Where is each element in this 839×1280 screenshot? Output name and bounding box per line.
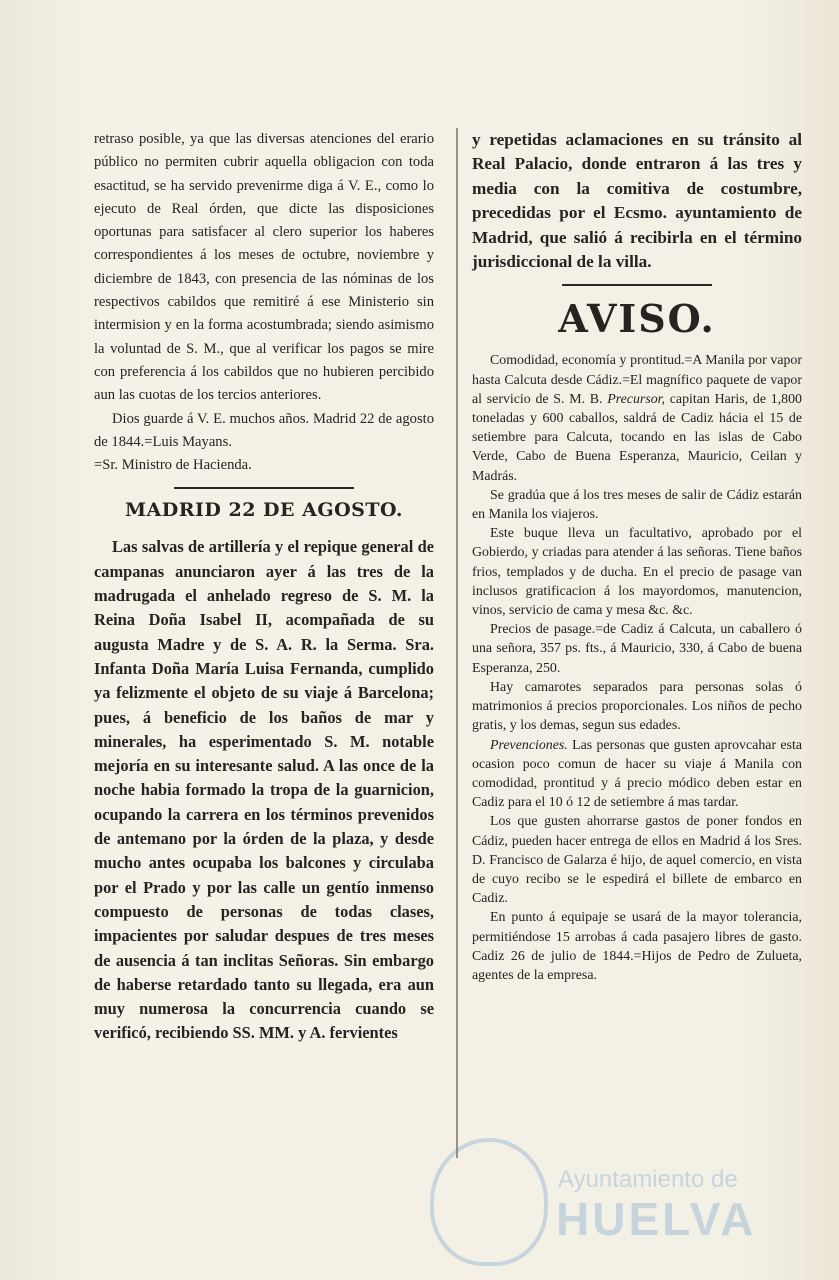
section-rule <box>174 487 354 489</box>
watermark-line-2: HUELVA <box>556 1193 757 1245</box>
column-divider <box>456 128 458 1158</box>
aviso-paragraph-7: Los que gusten ahorrarse gastos de poner fondos en Cádiz, pueden hacer entrega de ellos en Madrid á los Sres. D. Francisco de Galarza é hijo, de aquel comercio, en vista de cuyo recibo se le espedirá el billete de embarco en Cadiz. <box>472 814 802 907</box>
city-seal-icon <box>430 1138 548 1266</box>
prevenciones-label: Prevenciones. <box>490 737 568 753</box>
decree-addressee: =Sr. Ministro de Hacienda. <box>94 457 252 474</box>
section-rule <box>562 284 712 286</box>
aviso-paragraph-2: Se gradúa que á los tres meses de salir de Cádiz estarán en Manila los viajeros. <box>472 487 802 523</box>
ship-name: Precursor, <box>607 391 666 407</box>
decree-continuation: retraso posible, ya que las diversas atenciones del erario público no permiten cubrir aquella obligacion con toda esactitud, se ha servido prevenirme diga á V. E., como lo ejecuto de Real órden, que dicte las disposiciones oportunas para satisfacer al clero superior los haberes correspondientes á los meses de octubre, noviembre y diciembre de 1843, con presencia de las nóminas de los respectivos cabildos que remitiré á ese Ministerio sin intermision y en la forma acostumbrada; siendo asimismo la voluntad de S. M., que al verificar los pagos se mire con preferencia á los cabildos que no hubieren percibido aun las cuotas de los tercios anteriores. <box>94 131 434 404</box>
aviso-p1-end: capitan Haris, de 1,800 toneladas y 600 caballos, saldrá de Cadiz hácia el 15 de setiembre para Calcuta, tocando en las islas de Cabo Verde, Cabo de Buena Esperanza, Mauricio, Ceilan y Madrás. <box>472 391 802 484</box>
madrid-heading: MADRID 22 DE AGOSTO. <box>124 499 404 522</box>
right-column <box>472 128 802 985</box>
prevenciones-text: Las personas que gusten aprovcahar esta ocasion poco comun de hacer su viaje á Manila con comodidad, prontitud y á precio módico deben estar en Cadiz para el 10 ó 12 de setiembre á mas tardar. <box>472 737 802 811</box>
archive-watermark <box>430 1128 790 1268</box>
watermark-line-1: Ayuntamiento de <box>558 1166 738 1193</box>
left-column <box>94 128 434 1046</box>
royal-return-continuation: y repetidas aclamaciones en su tránsito al Real Palacio, donde entraron á las tres y media con la comitiva de costumbre, precedidas por el Ecsmo. ayuntamiento de Madrid, que salió á recibirla en el término jurisdiccional de la villa. <box>472 130 802 272</box>
aviso-paragraph-3: Este buque lleva un facultativo, aprobado por el Gobierdo, y criadas para atender á las señoras. Tiene baños frios, templados y de ducha. En el precio de pasage van inclusos gratificacion á los mayordomos, manutencion, vinos, servicio de cama y mesa &c. &c. <box>472 526 802 619</box>
aviso-paragraph-6 <box>472 736 802 813</box>
aviso-paragraph-1 <box>472 351 802 485</box>
aviso-heading: AVISO. <box>558 296 716 342</box>
aviso-p1-start: Comodidad, economía y prontitud.=A Manila por vapor hasta Calcuta desde Cádiz.=El magnífico paquete de vapor al servicio de S. M. B. <box>472 353 802 407</box>
aviso-paragraph-8: En punto á equipaje se usará de la mayor tolerancia, permitiéndose 15 arrobas á cada pasajero libres de gasto. Cadiz 26 de julio de 1844.=Hijos de Pedro de Zulueta, agentes de la empresa. <box>472 910 802 983</box>
royal-return-article: Las salvas de artillería y el repique general de campanas anunciaron ayer á las tres de la madrugada el anhelado regreso de S. M. la Reina Doña Isabel II, acompañada de su augusta Madre y de S. A. R. la Serma. Sra. Infanta Doña María Luisa Fernanda, cumplido ya felizmente el objeto de su viaje á Barcelona; pues, á beneficio de los baños de mar y minerales, ha esperimentado S. M. notable mejoría en su interesante salud. A las once de la noche habia formado la tropa de la guarnicion, ocupando la carrera en los términos prevenidos de antemano por la órden de la plaza, y desde mucho antes ocupaba los balcones y circulaba por el Prado y por las calle un gentío inmenso compuesto de personas de todas clases, impacientes por saludar despues de tres meses de ausencia á tan inclitas Señoras. Sin embargo de haberse retardado tanto su llegada, era aun muy numerosa la concurrencia cuando se verificó, recibiendo SS. MM. y A. fervientes <box>94 537 434 1043</box>
decree-signoff: Dios guarde á V. E. muchos años. Madrid 22 de agosto de 1844.=Luis Mayans. <box>94 410 434 450</box>
aviso-paragraph-4: Precios de pasage.=de Cadiz á Calcuta, un caballero ó una señora, 357 ps. fts., á Mauricio, 330, á Cabo de buena Esperanza, 250. <box>472 622 802 676</box>
aviso-paragraph-5: Hay camarotes separados para personas solas ó matrimonios á precios proporcionales. Los niños de pecho gratis, y los demas, segun sus edades. <box>472 679 802 734</box>
